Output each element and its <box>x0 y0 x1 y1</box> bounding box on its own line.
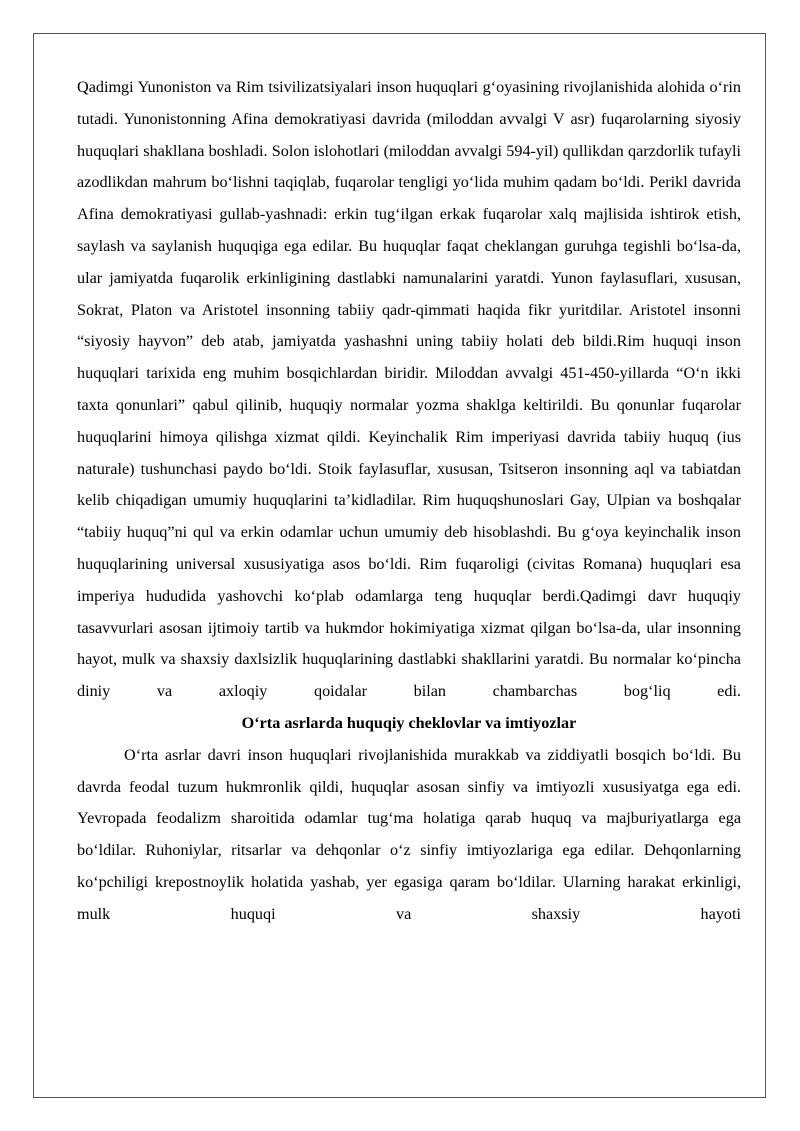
document-body <box>77 72 741 931</box>
body-paragraph-2: O‘rta asrlar davri inson huquqlari rivojlanishida murakkab va ziddiyatli bosqich bo‘ldi. Bu davrda feodal tuzum hukmronlik qildi, huquqlar asosan sinfiy va imtiyozli xususiyatga ega edi. Yevropada feodalizm sharoitida odamlar tug‘ma holatiga qarab huquq va majburiyatlarga ega bo‘ldilar. Ruhoniylar, ritsarlar va dehqonlar o‘z sinfiy imtiyozlariga ega edilar. Dehqonlarning ko‘pchiligi krepostnoylik holatida yashab, yer egasiga qaram bo‘ldilar. Ularning harakat erkinligi, mulk huquqi va shaxsiy hayoti <box>77 745 741 923</box>
body-paragraph-1: Qadimgi Yunoniston va Rim tsivilizatsiyalari inson huquqlari g‘oyasining rivojlanishida alohida o‘rin tutadi. Yunonistonning Afina demokratiyasi davrida (miloddan avvalgi V asr) fuqarolarning siyosiy huquqlari shakllana boshladi. Solon islohotlari (miloddan avvalgi 594-yil) qullikdan qarzdorlik tufayli azodlikdan mahrum bo‘lishni taqiqlab, fuqarolar tengligi yo‘lida muhim qadam bo‘ldi. Perikl davrida Afina demokratiyasi gullab-yashnadi: erkin tug‘ilgan erkak fuqarolar xalq majlisida ishtirok etish, saylash va saylanish huquqiga ega edilar. Bu huquqlar faqat cheklangan guruhga tegishli bo‘lsa-da, ular jamiyatda fuqarolik erkinligining dastlabki namunalarini yaratdi. Yunon faylasuflari, xususan, Sokrat, Platon va Aristotel insonning tabiiy qadr-qimmati haqida fikr yuritdilar. Aristotel insonni “siyosiy hayvon” deb atab, jamiyatda yashashni uning tabiiy holati deb bildi.Rim huquqi inson huquqlari tarixida eng muhim bosqichlardan biridir. Miloddan avvalgi 451-450-yillarda “O‘n ikki taxta qonunlari” qabul qilinib, huquqiy normalar yozma shaklga keltirildi. Bu qonunlar fuqarolar huquqlarini himoya qilishga xizmat qildi. Keyinchalik Rim imperiyasi davrida tabiiy huquq (ius naturale) tushunchasi paydo bo‘ldi. Stoik faylasuflar, xususan, Tsitseron insonning aql va tabiatdan kelib chiqadigan umumiy huquqlarini ta’kidladilar. Rim huquqshunoslari Gay, Ulpian va boshqalar “tabiiy huquq”ni qul va erkin odamlar uchun umumiy deb hisoblashdi. Bu g‘oya keyinchalik inson huquqlarining universal xususiyatiga asos bo‘ldi. Rim fuqaroligi (civitas Romana) huquqlari esa imperiya hududida yashovchi ko‘plab odamlarga teng huquqlar berdi.Qadimgi davr huquqiy tasavvurlari asosan ijtimoiy tartib va hukmdor hokimiyatiga xizmat qilgan bo‘lsa-da, ular insonning hayot, mulk va shaxsiy daxlsizlik huquqlarining dastlabki shakllarini yaratdi. Bu normalar ko‘pincha diniy va axloqiy qoidalar bilan chambarchas bog‘liq edi. <box>77 78 741 701</box>
section-heading: O‘rta asrlarda huquqiy cheklovlar va imtiyozlar <box>241 713 577 732</box>
